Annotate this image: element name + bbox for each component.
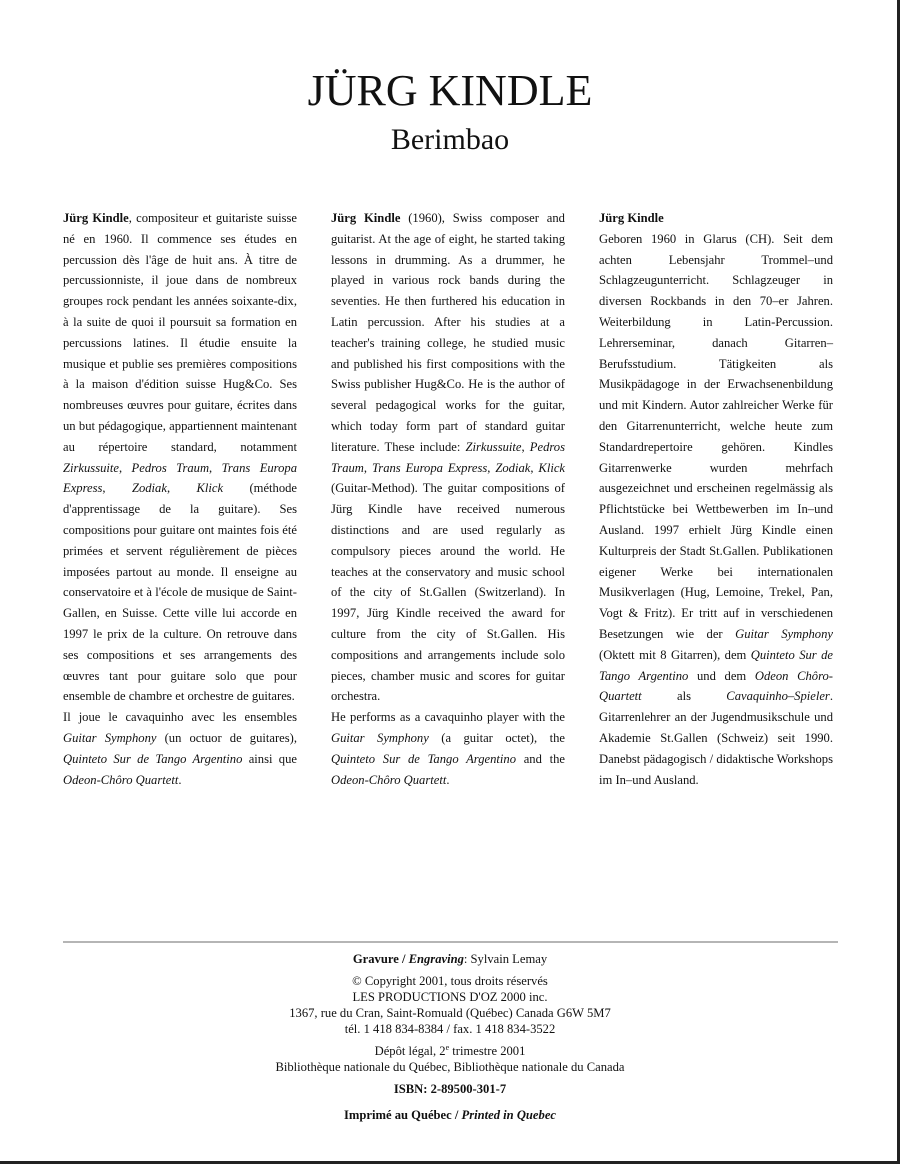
bio-text: . Gitarrenlehrer an der Jugendmusikschule und Akademie St.Gallen (Schweiz) seit 1990. Danebst pädagogisch / didaktische Workshops im In–und Ausland. xyxy=(599,689,833,787)
bio-english-paragraph-1 xyxy=(331,208,565,707)
composer-name: Jürg Kindle xyxy=(331,211,401,225)
isbn: ISBN: 2-89500-301-7 xyxy=(393,1082,507,1096)
ensemble-name: Guitar Symphony xyxy=(735,626,833,641)
bio-text: (méthode d'apprentissage de la guitare). Ses compositions pour guitare ont maintes fois été primées et servent régulièrement de pièces imposées partout au monde. Il enseigne au conservatoire et à l'école de musique de Saint-Gallen, en Suisse. Cette ville lui accorde en 1997 le prix de la culture. On retrouve dans ses compositions et ses arrangements des œuvres tant pour guitare solo que pour ensemble de chambre et orchestre de guitares. xyxy=(63,481,298,704)
bio-text: , compositeur et guitariste suisse né en 1960. Il commence ses études en percussion dès l'âge de huit ans. À titre de percussionniste, il joue dans de nombreux groupes rock pendant les années soixante-dix, à la suite de quoi il poursuit sa formation en percussions latines. Il étudie ensuite la musique et publie ses premières compositions à la maison d'édition suisse Hug&Co. Ses nombreuses œuvres pour guitare, écrites dans un but pédagogique, appartiennent maintenant au répertoire standard, notamment xyxy=(63,211,297,454)
ensemble-name: Odeon-Chôro Quartett xyxy=(331,772,447,787)
separator: , xyxy=(209,460,222,475)
publisher-name: LES PRODUCTIONS D'OZ 2000 inc. xyxy=(352,990,548,1004)
separator: / xyxy=(398,952,409,966)
bio-text: Geboren 1960 in Glarus (CH). Seit dem achten Lebensjahr Trommel–und Schlagzeugunterricht. Schlagzeuger in diversen Rockbands in den 70–er Jahren. Weiterbildung in Latin-Percussion. Lehrerseminar, danach Gitarren–Berufsstudium. Tätigkeiten als Musikpädagoge in der Erwachsenenbildung und mit Kindern. Autor zahlreicher Werke für den Gitarrenunterricht, welche heute zum Standardrepertoire gehören. Kindles Gitarrenwerke wurden mehrfach ausgezeichnet und erscheinen regelmässig als Pflichtstücke bei Wettbewerben im In–und Ausland. 1997 erhielt Jürg Kindle einen Kulturpreis der Stadt St.Gallen. Publikationen eigener Werke bei internationalen Musikverlagen (Hug, Lemoine, Trekel, Pan, Vogt & Fritz). Er tritt auf in verschiedenen Besetzungen wie der xyxy=(599,231,833,641)
engraver-name: : Sylvain Lemay xyxy=(463,952,548,966)
publisher-phone: tél. 1 418 834-8384 / fax. 1 418 834-3522 xyxy=(344,1022,556,1036)
publisher-address: 1367, rue du Cran, Saint-Romuald (Québec) Canada G6W 5M7 xyxy=(289,1006,611,1020)
separator: , xyxy=(118,460,132,475)
work-title: Pedros Traum xyxy=(131,460,210,475)
bio-text: Il joue le cavaquinho avec les ensembles xyxy=(63,710,297,725)
bio-german-heading xyxy=(599,208,833,229)
work-title: Trans Europa Express xyxy=(63,460,298,496)
colophon xyxy=(0,951,900,1123)
work-title: Zirkussuite xyxy=(63,460,119,475)
work-title: Trans Europa Express xyxy=(371,460,488,475)
separator: , xyxy=(521,439,530,454)
ensemble-name: Guitar Symphony xyxy=(63,730,157,745)
separator: / xyxy=(451,1108,462,1122)
bio-text: He performs as a cavaquinho player with the xyxy=(331,710,565,725)
footer-divider xyxy=(63,941,838,943)
ensemble-name: Odeon-Chôro Quartett xyxy=(63,772,179,787)
bio-text: . xyxy=(446,772,450,787)
ordinal-superscript: e xyxy=(445,1042,450,1052)
ensemble-name: Guitar Symphony xyxy=(331,730,429,745)
bio-text: (1960), Swiss composer and guitarist. At the age of eight, he started taking lessons in drumming. As a drummer, he played in various rock bands during the seventies. He then furthered his education in Latin percussion. After his studies at a teacher's training college, he studied music and published his first compositions with the Swiss publisher Hug&Co. He is the author of several pedagogical works for the guitar, which today form part of standard guitar literature. These include: xyxy=(331,211,565,454)
separator: , xyxy=(530,460,539,475)
bio-text: ainsi que xyxy=(242,751,297,766)
engraving-label-en: Engraving xyxy=(408,952,464,966)
bio-column-french xyxy=(63,208,297,790)
printed-label-en: Printed in Quebec xyxy=(461,1108,556,1122)
composer-name: Jürg Kindle xyxy=(599,211,664,225)
bio-text: . xyxy=(178,772,182,787)
bio-english-paragraph-2 xyxy=(331,707,565,790)
composer-name: Jürg Kindle xyxy=(63,211,129,225)
work-title: Klick xyxy=(538,460,565,475)
legal-deposit-text: trimestre 2001 xyxy=(449,1044,526,1058)
bio-german-paragraph xyxy=(599,229,833,791)
bio-column-english xyxy=(331,208,565,790)
bio-column-german xyxy=(599,208,833,790)
page-title: JÜRG KINDLE xyxy=(307,66,593,115)
printed-in xyxy=(0,1107,900,1123)
copyright-line: © Copyright 2001, tous droits réservés xyxy=(352,974,548,988)
work-title: Klick xyxy=(196,481,224,496)
page-subtitle: Berimbao xyxy=(390,123,510,156)
ensemble-name: Odeon Chôro-Quartett xyxy=(599,668,833,704)
engraving-credit xyxy=(0,951,900,967)
ensemble-name: Quinteto Sur de Tango Argentino xyxy=(331,751,516,766)
bio-text: als xyxy=(641,689,727,704)
ensemble-name: Cavaquinho–Spieler xyxy=(726,689,830,704)
separator: , xyxy=(102,481,132,496)
engraving-label-fr: Gravure xyxy=(352,952,399,966)
national-libraries: Bibliothèque nationale du Québec, Bibliothèque nationale du Canada xyxy=(275,1060,625,1074)
separator: , xyxy=(487,460,496,475)
separator: , xyxy=(166,481,197,496)
bio-text: and the xyxy=(516,751,565,766)
work-title: Zodiak xyxy=(495,460,531,475)
bio-text: (un octuor de guitares), xyxy=(156,730,297,745)
bio-text: (Guitar-Method). The guitar compositions of Jürg Kindle have received numerous distinctions and are used regularly as compulsory pieces around the world. He teaches at the conservatory and music school of the city of St.Gallen (Switzerland). In 1997, Jürg Kindle received the award for culture from the city of St.Gallen. His compositions and arrangements include solo pieces, chamber music and scores for guitar orchestra. xyxy=(331,481,565,704)
bio-french-paragraph-1 xyxy=(63,208,297,707)
ensemble-name: Quinteto Sur de Tango Argentino xyxy=(599,647,833,683)
bio-text: (Oktett mit 8 Gitarren), dem xyxy=(599,647,751,662)
separator: , xyxy=(363,460,372,475)
ensemble-name: Quinteto Sur de Tango Argentino xyxy=(63,751,243,766)
bio-text: und dem xyxy=(688,668,755,683)
legal-deposit-text: Dépôt légal, 2 xyxy=(374,1044,446,1058)
bio-text: (a guitar octet), the xyxy=(428,730,565,745)
legal-deposit xyxy=(0,1043,900,1059)
work-title: Pedros Traum xyxy=(331,439,566,475)
work-title: Zodiak xyxy=(131,481,167,496)
printed-label-fr: Imprimé au Québec xyxy=(344,1108,452,1122)
bio-french-paragraph-2 xyxy=(63,707,297,790)
work-title: Zirkussuite xyxy=(465,439,522,454)
